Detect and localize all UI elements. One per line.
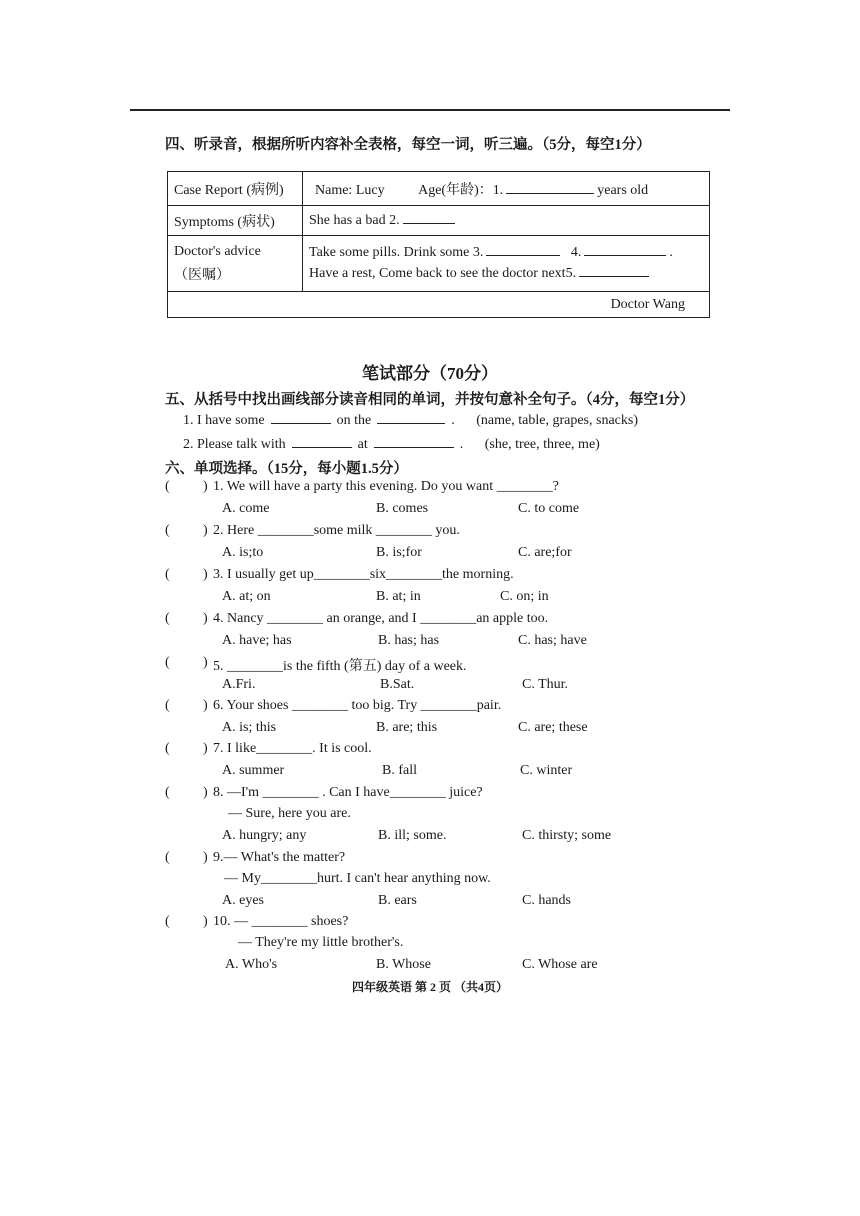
answer-paren-5[interactable]: ( [165,655,170,670]
question-6-stem: 6. Your shoes ________ too big. Try ________pair. [213,698,502,713]
q8-option-a: A. hungry; any [222,828,307,843]
question-1-stem: 1. We will have a party this evening. Do you want ________? [213,479,559,494]
section6-heading: 六、单项选择。（15分，每小题1.5分） [165,461,408,477]
answer-paren-3[interactable]: ( [165,567,170,582]
q2-option-a: A. is;to [222,545,264,560]
case-report-row [303,172,710,206]
blank-5[interactable] [579,275,649,277]
s5-q1-options: (name, table, grapes, snacks) [476,413,638,428]
advice-label-cn: （医嘱） [174,267,230,283]
q5-option-a: A.Fri. [222,677,256,692]
blank-4[interactable] [584,254,666,256]
answer-paren-9[interactable]: ( [165,850,170,865]
q5-option-b: B.Sat. [380,677,415,692]
q7-option-a: A. summer [222,763,285,778]
blank-2[interactable] [403,222,455,224]
q3-option-b: B. at; in [376,589,421,604]
answer-paren-2[interactable]: ( [165,523,170,538]
answer-paren-close-3: ) [203,567,208,582]
symptoms-text: She has a bad 2. [309,212,400,228]
answer-paren-close-5: ) [203,655,208,670]
question-5-stem: 5. ________is the fifth (第五) day of a week. [213,659,467,674]
page-footer: 四年级英语 第 2 页 （共4页） [351,980,508,994]
question-8-line2: — Sure, here you are. [228,806,351,821]
s5-q1-blank-1[interactable] [271,422,331,424]
q9-option-c: C. hands [522,893,571,908]
answer-paren-7[interactable]: ( [165,741,170,756]
answer-paren-close-7: ) [203,741,208,756]
answer-paren-8[interactable]: ( [165,785,170,800]
q6-option-c: C. are; these [518,720,588,735]
q7-option-c: C. winter [520,763,573,778]
blank-1[interactable] [506,192,594,194]
answer-paren-close-8: ) [203,785,208,800]
advice-line1-b: 4. [570,245,582,260]
answer-paren-close-9: ) [203,850,208,865]
question-10-line2: — They're my little brother's. [238,935,404,950]
answer-paren-6[interactable]: ( [165,698,170,713]
top-rule [130,109,730,111]
age-prefix: Age(年龄)：1. [418,182,504,198]
answer-paren-close-2: ) [203,523,208,538]
q8-option-c: C. thirsty; some [522,828,612,843]
question-10-stem: 10. — ________ shoes? [213,914,349,929]
s5-q2-options: (she, tree, three, me) [484,437,600,452]
case-report-label: Case Report (病例) [168,172,303,206]
answer-paren-4[interactable]: ( [165,611,170,626]
question-9-stem: 9.— What's the matter? [213,850,346,865]
q10-option-c: C. Whose are [522,957,598,972]
q4-option-b: B. has; has [378,633,440,648]
answer-paren-10[interactable]: ( [165,914,170,929]
written-section-title: 笔试部分（70分） [362,364,498,383]
section5-heading: 五、从括号中找出画线部分读音相同的单词，并按句意补全句子。（4分，每空1分） [165,392,695,408]
question-7-stem: 7. I like________. It is cool. [213,741,372,756]
case-report-table [167,171,710,318]
q10-option-b: B. Whose [376,957,431,972]
s5-q2-blank-1[interactable] [292,446,352,448]
advice-row: Take some pills. Drink some 3. 4. . Have a rest, Come back to see the doctor next5. [303,236,710,292]
s5-q1-blank-2[interactable] [377,422,445,424]
s5-question-2: 2. Please talk with at . (she, tree, three, me) [183,437,600,452]
advice-line1-a: Take some pills. Drink some 3. [309,245,484,260]
question-2-stem: 2. Here ________some milk ________ you. [213,523,460,538]
advice-label-en: Doctor's advice [174,243,261,259]
answer-paren-close-1: ) [203,479,208,494]
q6-option-a: A. is; this [222,720,277,735]
patient-name: Name: Lucy [315,182,385,198]
q4-option-c: C. has; have [518,633,587,648]
section4-heading: 四、听录音，根据所听内容补全表格，每空一词，听三遍。（5分，每空1分） [165,137,651,153]
symptoms-row [303,206,710,236]
s5-question-1: 1. I have some on the . (name, table, grapes, snacks) [183,413,638,428]
q10-option-a: A. Who's [225,957,278,972]
signature: Doctor Wang [168,292,710,318]
q5-option-c: C. Thur. [522,677,569,692]
s5-q2-blank-2[interactable] [374,446,454,448]
q1-option-b: B. comes [376,501,429,516]
advice-label [168,236,303,292]
q6-option-b: B. are; this [376,720,438,735]
question-4-stem: 4. Nancy ________ an orange, and I ________an apple too. [213,611,549,626]
answer-paren-close-10: ) [203,914,208,929]
answer-paren-close-6: ) [203,698,208,713]
answer-paren-close-4: ) [203,611,208,626]
q1-option-a: A. come [222,501,270,516]
q1-option-c: C. to come [518,501,580,516]
advice-line2: Have a rest, Come back to see the doctor next5. [309,266,577,281]
symptoms-label: Symptoms (病状) [168,206,303,236]
question-3-stem: 3. I usually get up________six________the morning. [213,567,514,582]
question-8-stem: 8. —I'm ________ . Can I have________ juice? [213,785,483,800]
q9-option-a: A. eyes [222,893,264,908]
q3-option-a: A. at; on [222,589,271,604]
q4-option-a: A. have; has [222,633,292,648]
question-9-line2: — My________hurt. I can't hear anything now. [224,871,491,886]
age-suffix: years old [597,182,649,198]
q2-option-b: B. is;for [376,545,422,560]
q3-option-c: C. on; in [500,589,549,604]
blank-3[interactable] [486,254,560,256]
q2-option-c: C. are;for [518,545,572,560]
q8-option-b: B. ill; some. [378,828,447,843]
q9-option-b: B. ears [378,893,417,908]
answer-paren-1[interactable]: ( [165,479,170,494]
q7-option-b: B. fall [382,763,417,778]
